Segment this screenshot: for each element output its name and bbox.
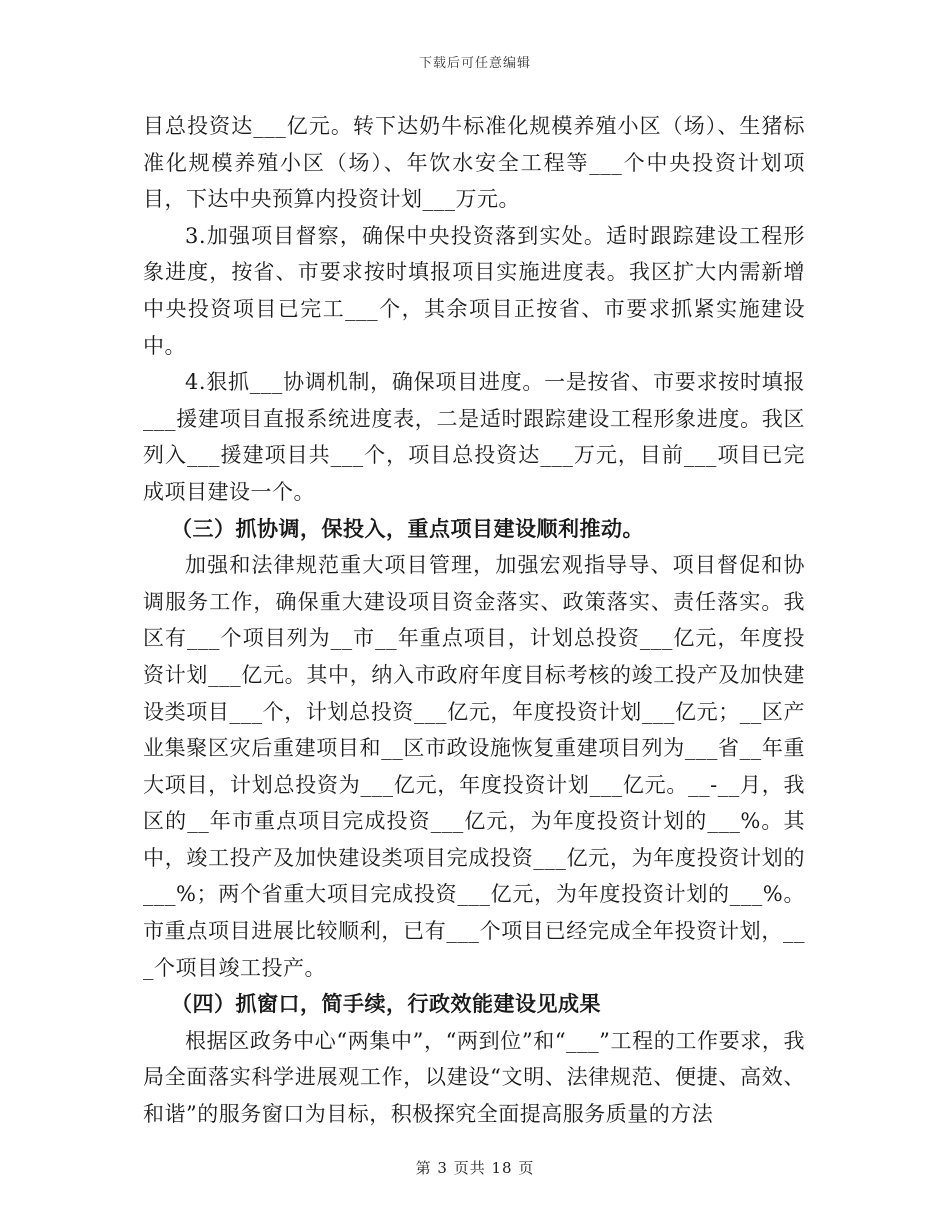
document-body [143, 108, 805, 1133]
paragraph-continued: 目总投资达___亿元。转下达奶牛标准化规模养殖小区（场）、生猪标准化规模养殖小区（场）、年饮水安全工程等___个中央投资计划项目，下达中央预算内投资计划___万元。 [143, 114, 805, 212]
paragraph-section-3: 加强和法律规范重大项目管理，加强宏观指导导、项目督促和协调服务工作，确保重大建设项目资金落实、政策落实、责任落实。我区有___个项目列为__市__年重点项目，计划总投资___亿元，年度投资计划___亿元。其中，纳入市政府年度目标考核的竣工投产及加快建设类项目___个，计划总投资___亿元，年度投资计划___亿元；__区产业集聚区灾后重建项目和__区市政设施恢复重建项目列为___省__年重大项目，计划总投资为___亿元，年度投资计划___亿元。__-__月，我区的__年市重点项目完成投资___亿元，为年度投资计划的___%。其中，竣工投产及加快建设类项目完成投资___亿元，为年度投资计划的___%；两个省重大项目完成投资___亿元，为年度投资计划的___%。市重点项目进展比较顺利，已有___个项目已经完成全年投资计划，___个项目竣工投产。 [143, 553, 805, 980]
paragraph-section-4: 根据区政务中心“两集中”，“两到位”和“___”工程的工作要求，我局全面落实科学进展观工作，以建设“文明、法律规范、便捷、高效、和谐”的服务窗口为目标，积极探究全面提高服务质量的方法 [143, 1028, 805, 1127]
page-header: 下载后可任意编辑 [418, 56, 531, 71]
paragraph-item-4: 4.狠抓___协调机制，确保项目进度。一是按省、市要求按时填报___援建项目直报系统进度表，二是适时跟踪建设工程形象进度。我区列入___援建项目共___个，项目总投资达___万元，目前___项目已完成项目建设一个。 [143, 370, 805, 504]
section-heading-4: （四）抓窗口，简手续，行政效能建设见成果 [171, 992, 601, 1017]
page-footer: 第 3 页共 18 页 [415, 1159, 535, 1177]
section-heading-3: （三）抓协调，保投入，重点项目建设顺利推动。 [171, 516, 644, 541]
paragraph-item-3: 3.加强项目督察，确保中央投资落到实处。适时跟踪建设工程形象进度，按省、市要求按时填报项目实施进度表。我区扩大内需新增中央投资项目已完工___个，其余项目正按省、市要求抓紧实施建设中。 [143, 223, 805, 358]
